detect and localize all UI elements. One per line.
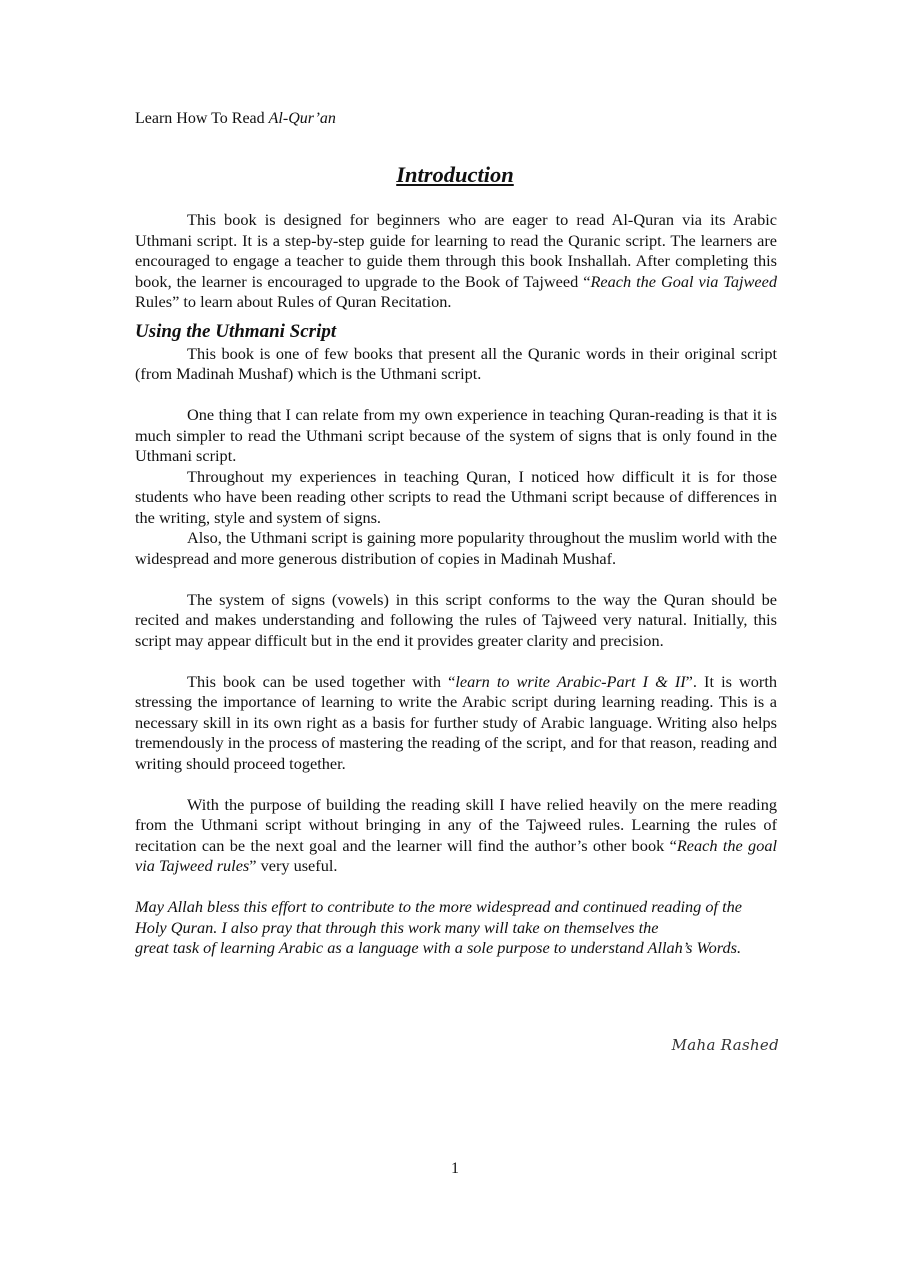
paragraph-5: The system of signs (vowels) in this script conforms to the way the Quran should be recited and makes understanding and following the rules of Tajweed very natural. Initially, this script may appear difficult but in the end it provides greater clarity and precision. bbox=[135, 589, 777, 650]
document-body bbox=[135, 210, 777, 959]
header-italic: Al-Qur’an bbox=[268, 110, 336, 127]
prayer-line-4: . bbox=[736, 938, 742, 957]
prayer-line-3: great task of learning Arabic as a language with a sole purpose to understand Allah’s Words bbox=[135, 938, 737, 957]
paragraph-3: Throughout my experiences in teaching Quran, I noticed how difficult it is for those students who have been reading other scripts to read the Uthmani script because of differences in the writing, style and system of signs. bbox=[135, 466, 777, 527]
section-heading: Using the Uthmani Script bbox=[135, 320, 337, 342]
page-number: 1 bbox=[451, 1160, 459, 1177]
intro-paragraph bbox=[135, 210, 777, 313]
intro-text-part2: Rules” to learn about Rules of Quran Recitation. bbox=[135, 292, 452, 311]
running-header bbox=[135, 110, 336, 128]
header-prefix: Learn How To Read bbox=[135, 110, 269, 127]
p7-text-part2: ” very useful. bbox=[249, 856, 338, 875]
paragraph-1: This book is one of few books that present all the Quranic words in their original script (from Madinah Mushaf) which is the Uthmani script. bbox=[135, 343, 777, 383]
spacer bbox=[135, 385, 777, 406]
p7-text-italic: Reach the goal via Tajweed rules bbox=[135, 835, 778, 875]
paragraph-2: One thing that I can relate from my own experience in teaching Quran-reading is that it is much simpler to read the Uthmani script because of the system of signs that is only found in the Uthmani script. bbox=[135, 405, 777, 465]
p6-text-part2: ”. It is worth stressing the importance of learning to write the Arabic script during learning reading. This is a necessary skill in its own right as a basis for further study of Arabic language. Writing also helps tremendously in the process of mastering the reading of the script, and for that reason, reading and writing should proceed together. bbox=[135, 671, 777, 773]
spacer bbox=[135, 877, 777, 898]
intro-text-part1: This book is designed for beginners who are eager to read Al-Quran via its Arabic Uthmani script. It is a step-by-step guide for learning to read the Quranic script. The learners are encouraged to engage a teacher to guide them through this book Inshallah. After completing this book, the learner is encouraged to upgrade to the Book of Tajweed “ bbox=[135, 210, 777, 291]
p6-text-part1: This book can be used together with “ bbox=[187, 671, 456, 691]
paragraph-4: Also, the Uthmani script is gaining more popularity throughout the muslim world with the widespread and more generous distribution of copies in Madinah Mushaf. bbox=[135, 528, 777, 568]
page-title: Introduction bbox=[396, 162, 514, 187]
prayer-line-2: . I also pray that through this work many will take on themselves the bbox=[213, 917, 659, 937]
spacer bbox=[135, 651, 777, 672]
paragraph-6 bbox=[135, 672, 777, 775]
intro-text-italic: Reach the Goal via Tajweed bbox=[590, 271, 777, 291]
paragraph-7 bbox=[135, 795, 777, 877]
prayer-line-1: May Allah bless this effort to contribute to the more widespread and continued reading of the Holy Quran bbox=[135, 897, 743, 937]
spacer bbox=[135, 774, 777, 795]
author-signature: Maha Rashed bbox=[671, 1036, 779, 1054]
p6-text-italic: learn to write Arabic-Part I & II bbox=[455, 671, 686, 691]
p7-text-part1: With the purpose of building the reading skill I have relied heavily on the mere reading from the Uthmani script without bringing in any of the Tajweed rules. Learning the rules of recitation can be the next goal and the learner will find the author’s other book “ bbox=[135, 794, 777, 855]
prayer-paragraph bbox=[135, 897, 777, 959]
spacer bbox=[135, 569, 777, 590]
